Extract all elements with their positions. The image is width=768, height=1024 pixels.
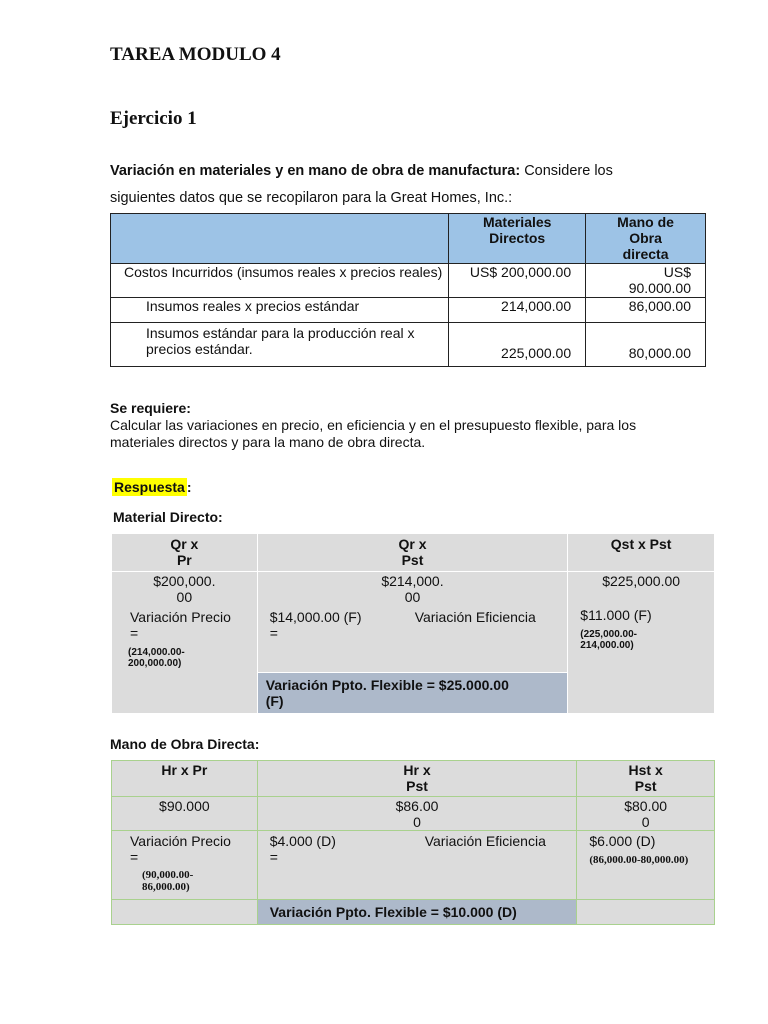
table-header-cell [111,214,449,264]
table-cell [257,572,568,673]
price-variance-calc: (214,000.00- 200,000.00) [128,647,185,669]
price-variance-value: $14,000.00 (F) [269,609,362,625]
price-variance-calc: (90,000.00- 86,000.00) [142,869,194,893]
variance-row [258,605,568,641]
value-text: $214,000. 00 [381,573,444,605]
table-cell: $86.00 0 [257,797,577,831]
table-header-cell: Hr x Pst [257,761,577,797]
table-cell [577,831,715,900]
price-variance-label: Variación Precio = [130,609,231,641]
table-cell [112,900,258,925]
table-cell: Insumos reales x precios estándar [111,298,449,323]
flexible-budget-variance: Variación Ppto. Flexible = $10.000 (D) [257,900,577,925]
requirement-heading: Se requiere: [110,400,191,416]
table-cell: Costos Incurridos (insumos reales x precios reales) [111,264,449,298]
table-header-cell: Qr x Pst [257,534,568,572]
answer-highlight: Respuesta [114,479,185,495]
table-header-cell: Qr x Pr [112,534,258,572]
table-row [112,831,715,900]
table-cell: 86,000.00 [586,298,706,323]
material-table [111,533,715,714]
equals-sign: = [269,849,278,865]
table-row [112,572,715,673]
requirement-text: Calcular las variaciones en precio, en eficiencia y en el presupuesto flexible, para los materiales directos y para la mano de obra directa. [110,417,637,450]
table-cell: Insumos estándar para la producción real x precios estándar. [111,323,449,367]
table-cell: 214,000.00 [449,298,586,323]
table-cell [568,572,715,714]
value-text: $200,000. 00 [153,573,216,605]
table-header-cell: Materiales Directos [449,214,586,264]
table-header-cell: Mano de Obra directa [586,214,706,264]
efficiency-variance-calc: (86,000.00-80,000.00) [589,854,689,866]
value-text: $225,000.00 [602,573,681,589]
table-row [112,900,715,925]
table-cell: $80.00 0 [577,797,715,831]
page-title: TAREA MODULO 4 [110,44,281,65]
answer-label [112,479,191,495]
material-heading: Material Directo: [113,509,223,525]
table-cell [112,831,258,900]
table-cell: 225,000.00 [449,323,586,367]
efficiency-variance-label: Variación Eficiencia [414,609,536,625]
table-cell [112,572,258,714]
table-header-row [111,214,706,264]
table-row [112,797,715,831]
table-header-row [112,761,715,797]
intro-bold: Variación en materiales y en mano de obra de manufactura: [110,163,521,179]
table-row [111,323,706,367]
efficiency-variance-value: $11.000 (F) [580,607,652,623]
table-header-row [112,534,715,572]
data-table [110,213,706,367]
table-header-cell: Qst x Pst [568,534,715,572]
table-cell [577,900,715,925]
intro-text: Considere los siguientes datos que se recopilaron para la Great Homes, Inc.: [110,163,613,206]
price-variance-value: $4.000 (D) [269,833,336,849]
price-variance-label: Variación Precio = [130,833,231,865]
table-row [111,298,706,323]
efficiency-variance-calc: (225,000.00- 214,000.00) [580,629,637,651]
table-header-cell: Hr x Pr [112,761,258,797]
exercise-title: Ejercicio 1 [110,108,197,129]
variance-row [258,831,577,865]
table-row [111,264,706,298]
table-cell: 80,000.00 [586,323,706,367]
answer-colon: : [186,479,192,495]
efficiency-variance-value: $6.000 (D) [589,833,656,849]
table-cell [257,831,577,900]
table-cell: $90.000 [112,797,258,831]
table-cell: US$ 90.000.00 [586,264,706,298]
intro-paragraph [110,158,670,212]
labor-table [111,760,715,925]
table-cell: US$ 200,000.00 [449,264,586,298]
requirement-block [110,400,670,451]
table-header-cell: Hst x Pst [577,761,715,797]
flexible-budget-variance: Variación Ppto. Flexible = $25.000.00 (F) [257,673,568,714]
labor-heading: Mano de Obra Directa: [110,736,260,752]
equals-sign: = [269,625,278,641]
efficiency-variance-label: Variación Eficiencia [424,833,546,849]
